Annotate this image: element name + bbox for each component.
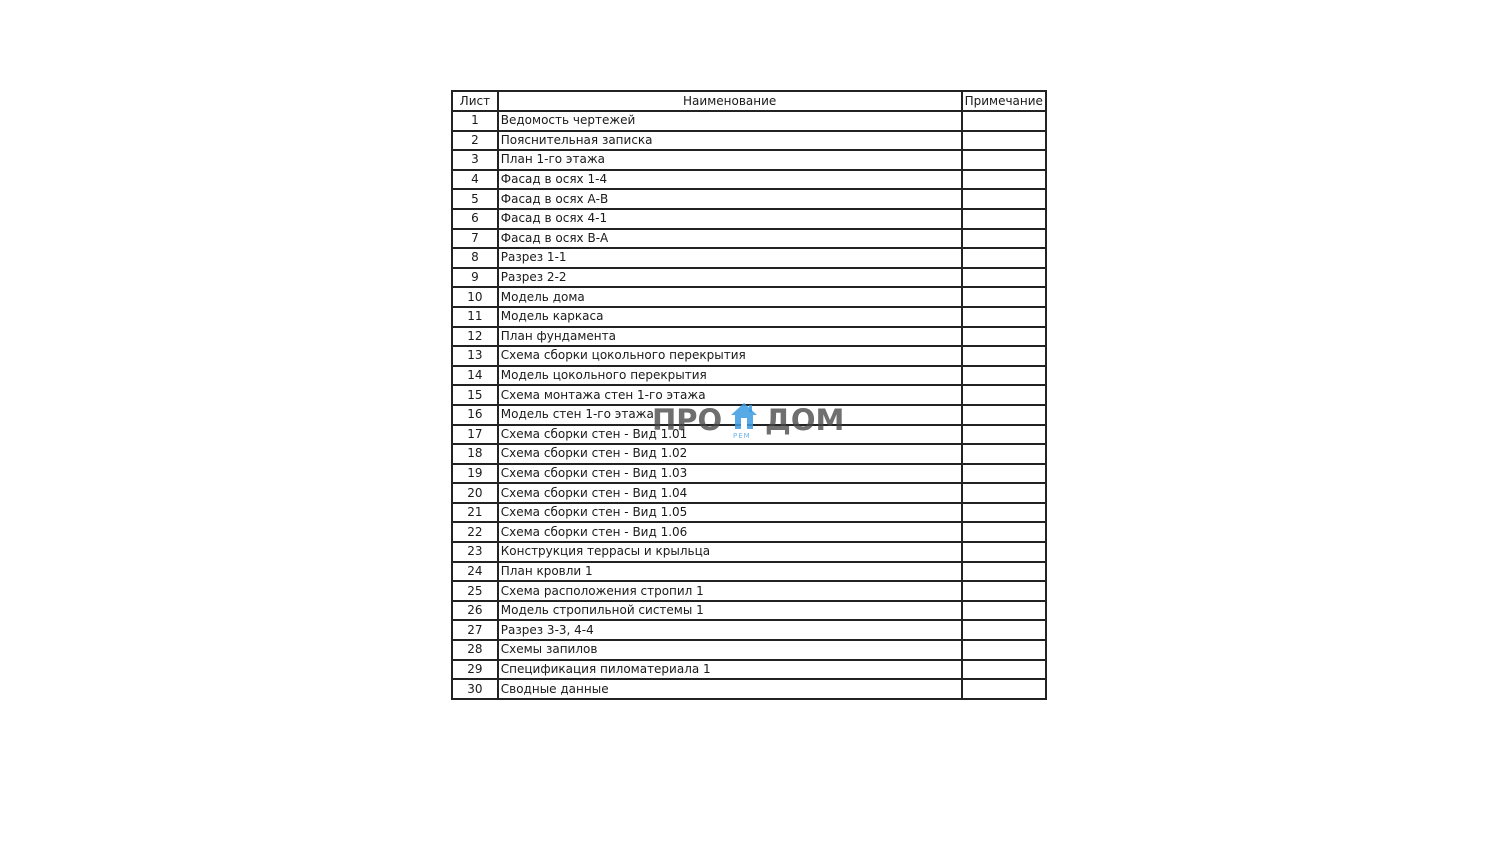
- row-sheet-number: 15: [452, 385, 498, 405]
- row-drawing-name: Ведомость чертежей: [498, 111, 962, 131]
- table-row: [452, 150, 1046, 170]
- row-sheet-number: 29: [452, 660, 498, 680]
- table-row: [452, 170, 1046, 190]
- row-drawing-name: Разрез 3-3, 4-4: [498, 620, 962, 640]
- table-header-row: [452, 91, 1046, 111]
- table-row: [452, 385, 1046, 405]
- row-note: [962, 640, 1046, 660]
- row-sheet-number: 20: [452, 483, 498, 503]
- row-note: [962, 346, 1046, 366]
- watermark-right-text: ДОМ: [765, 403, 845, 437]
- table-row: [452, 601, 1046, 621]
- row-drawing-name: Спецификация пиломатериала 1: [498, 660, 962, 680]
- row-sheet-number: 7: [452, 229, 498, 249]
- row-note: [962, 170, 1046, 190]
- header-name: Наименование: [498, 91, 962, 111]
- row-note: [962, 522, 1046, 542]
- row-note: [962, 542, 1046, 562]
- table-row: [452, 425, 1046, 445]
- row-note: [962, 503, 1046, 523]
- row-drawing-name: Схема сборки цокольного перекрытия: [498, 346, 962, 366]
- row-drawing-name: Схема сборки стен - Вид 1.05: [498, 503, 962, 523]
- row-sheet-number: 28: [452, 640, 498, 660]
- table-row: [452, 248, 1046, 268]
- row-drawing-name: Схема сборки стен - Вид 1.01: [498, 425, 962, 445]
- row-sheet-number: 3: [452, 150, 498, 170]
- table-row: [452, 660, 1046, 680]
- table-row: [452, 287, 1046, 307]
- row-sheet-number: 2: [452, 131, 498, 151]
- row-drawing-name: Разрез 1-1: [498, 248, 962, 268]
- row-sheet-number: 23: [452, 542, 498, 562]
- table-row: [452, 229, 1046, 249]
- watermark-left-text: ПРО: [652, 403, 723, 437]
- row-sheet-number: 10: [452, 287, 498, 307]
- row-sheet-number: 1: [452, 111, 498, 131]
- row-note: [962, 562, 1046, 582]
- row-drawing-name: Схема сборки стен - Вид 1.06: [498, 522, 962, 542]
- row-note: [962, 660, 1046, 680]
- table-row: [452, 189, 1046, 209]
- row-drawing-name: Фасад в осях 1-4: [498, 170, 962, 190]
- row-drawing-name: Схема сборки стен - Вид 1.03: [498, 464, 962, 484]
- row-drawing-name: Схемы запилов: [498, 640, 962, 660]
- table-row: [452, 562, 1046, 582]
- row-note: [962, 483, 1046, 503]
- row-drawing-name: Модель цокольного перекрытия: [498, 366, 962, 386]
- table-row: [452, 444, 1046, 464]
- table-row: [452, 209, 1046, 229]
- row-drawing-name: Схема сборки стен - Вид 1.04: [498, 483, 962, 503]
- row-sheet-number: 26: [452, 601, 498, 621]
- row-note: [962, 581, 1046, 601]
- row-note: [962, 366, 1046, 386]
- row-sheet-number: 14: [452, 366, 498, 386]
- row-note: [962, 327, 1046, 347]
- row-sheet-number: 9: [452, 268, 498, 288]
- row-sheet-number: 21: [452, 503, 498, 523]
- row-note: [962, 248, 1046, 268]
- row-sheet-number: 12: [452, 327, 498, 347]
- table-row: [452, 503, 1046, 523]
- row-sheet-number: 25: [452, 581, 498, 601]
- row-note: [962, 209, 1046, 229]
- row-note: [962, 425, 1046, 445]
- table-row: [452, 111, 1046, 131]
- row-sheet-number: 24: [452, 562, 498, 582]
- row-drawing-name: План фундамента: [498, 327, 962, 347]
- table-row: [452, 346, 1046, 366]
- table-row: [452, 327, 1046, 347]
- table-row: [452, 679, 1046, 699]
- row-sheet-number: 27: [452, 620, 498, 640]
- row-drawing-name: Схема монтажа стен 1-го этажа: [498, 385, 962, 405]
- row-drawing-name: Модель каркаса: [498, 307, 962, 327]
- row-note: [962, 385, 1046, 405]
- row-drawing-name: Фасад в осях А-В: [498, 189, 962, 209]
- table-row: [452, 542, 1046, 562]
- table-body: [452, 111, 1046, 699]
- drawings-list-table: [451, 90, 1047, 700]
- table-row: [452, 307, 1046, 327]
- row-sheet-number: 19: [452, 464, 498, 484]
- row-drawing-name: Модель дома: [498, 287, 962, 307]
- row-note: [962, 464, 1046, 484]
- row-drawing-name: План 1-го этажа: [498, 150, 962, 170]
- row-note: [962, 229, 1046, 249]
- row-note: [962, 307, 1046, 327]
- row-note: [962, 620, 1046, 640]
- row-drawing-name: Фасад в осях 4-1: [498, 209, 962, 229]
- header-sheet: Лист: [452, 91, 498, 111]
- table-row: [452, 620, 1046, 640]
- row-note: [962, 150, 1046, 170]
- row-drawing-name: Модель стен 1-го этажа: [498, 405, 962, 425]
- table-row: [452, 268, 1046, 288]
- row-note: [962, 405, 1046, 425]
- row-sheet-number: 5: [452, 189, 498, 209]
- watermark-sub-text: РЕМ: [733, 432, 751, 440]
- table-row: [452, 366, 1046, 386]
- row-drawing-name: Фасад в осях В-А: [498, 229, 962, 249]
- row-note: [962, 601, 1046, 621]
- row-sheet-number: 6: [452, 209, 498, 229]
- row-note: [962, 679, 1046, 699]
- row-drawing-name: Конструкция террасы и крыльца: [498, 542, 962, 562]
- row-drawing-name: Модель стропильной системы 1: [498, 601, 962, 621]
- table-row: [452, 640, 1046, 660]
- row-drawing-name: Сводные данные: [498, 679, 962, 699]
- row-note: [962, 287, 1046, 307]
- row-sheet-number: 8: [452, 248, 498, 268]
- row-drawing-name: План кровли 1: [498, 562, 962, 582]
- row-sheet-number: 22: [452, 522, 498, 542]
- header-note: Примечание: [962, 91, 1046, 111]
- table-row: [452, 522, 1046, 542]
- row-note: [962, 111, 1046, 131]
- row-sheet-number: 4: [452, 170, 498, 190]
- row-note: [962, 189, 1046, 209]
- row-note: [962, 444, 1046, 464]
- row-sheet-number: 13: [452, 346, 498, 366]
- row-sheet-number: 17: [452, 425, 498, 445]
- row-sheet-number: 16: [452, 405, 498, 425]
- row-sheet-number: 11: [452, 307, 498, 327]
- row-drawing-name: Разрез 2-2: [498, 268, 962, 288]
- row-note: [962, 131, 1046, 151]
- row-drawing-name: Пояснительная записка: [498, 131, 962, 151]
- table-row: [452, 581, 1046, 601]
- table-row: [452, 464, 1046, 484]
- row-sheet-number: 18: [452, 444, 498, 464]
- row-note: [962, 268, 1046, 288]
- row-drawing-name: Схема расположения стропил 1: [498, 581, 962, 601]
- table-row: [452, 405, 1046, 425]
- table-row: [452, 131, 1046, 151]
- row-drawing-name: Схема сборки стен - Вид 1.02: [498, 444, 962, 464]
- table-row: [452, 483, 1046, 503]
- row-sheet-number: 30: [452, 679, 498, 699]
